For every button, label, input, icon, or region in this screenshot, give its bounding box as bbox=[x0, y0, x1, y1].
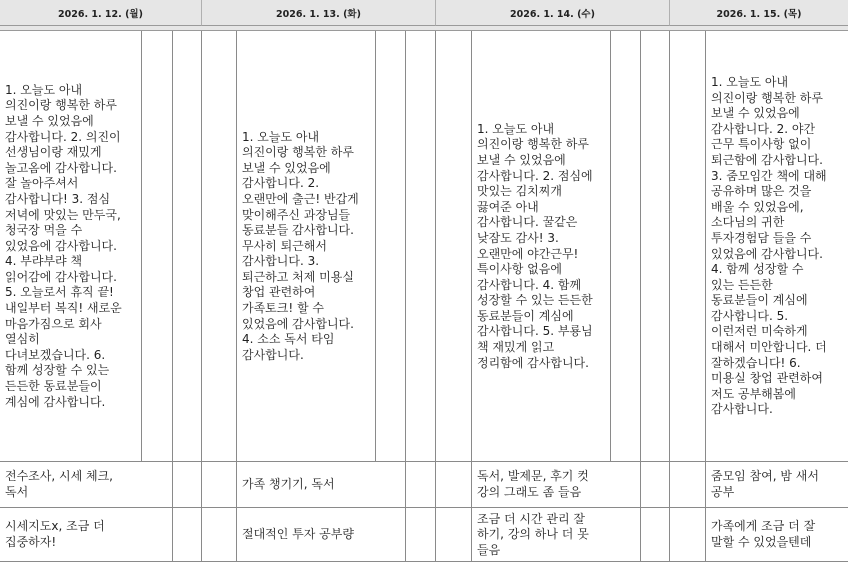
empty-cell[interactable] bbox=[142, 31, 173, 462]
activity-text-mon: 전수조사, 시세 체크, 독서 bbox=[5, 469, 113, 499]
empty-cell[interactable] bbox=[436, 508, 472, 562]
activity-text-thu: 줌모임 참여, 밤 새서 공부 bbox=[711, 469, 819, 499]
reflection-text-mon: 시세지도x, 조금 더 집중하자! bbox=[5, 519, 105, 549]
reflection-text-thu: 가족에게 조금 더 잘 말할 수 있었을텐데 bbox=[711, 519, 816, 549]
empty-cell[interactable] bbox=[641, 508, 670, 562]
empty-cell[interactable] bbox=[641, 462, 670, 508]
empty-cell[interactable] bbox=[670, 31, 706, 462]
empty-cell[interactable] bbox=[173, 508, 202, 562]
activity-text-wed: 독서, 발제문, 후기 컷 강의 그래도 좀 들음 bbox=[477, 469, 589, 499]
date-header-thu[interactable]: 2026. 1. 15. (목) bbox=[670, 0, 848, 26]
empty-cell[interactable] bbox=[202, 462, 237, 508]
empty-cell[interactable] bbox=[202, 31, 237, 462]
gratitude-text-wed: 1. 오늘도 아내 의진이랑 행복한 하루 보낼 수 있었음에 감사합니다. 2. 점심에 맛있는 김치찌개 끓여준 아내 감사합니다. 꿀같은 낮잠도 감사! 3. 오랜만에 야간근무! 특이사항 없음에 감사합니다. 4. 함께 성장할 수 있는 든든한 동료분들이 계심에 감사합니다. 5. 부룡님 책 재밌게 읽고 정리함에 감사합니다. bbox=[477, 121, 593, 370]
empty-cell[interactable] bbox=[406, 31, 436, 462]
empty-cell[interactable] bbox=[436, 31, 472, 462]
gratitude-text-thu: 1. 오늘도 아내 의진이랑 행복한 하루 보낼 수 있었음에 감사합니다. 2. 야간 근무 특이사항 없이 퇴근함에 감사합니다. 3. 줌모임간 책에 대해 공유하며 많은 것을 배울 수 있었음에, 소다님의 귀한 투자경험담 들을 수 있었음에 감사합니다. 4. 함께 성장할 수 있는 든든한 동료분들이 계심에 감사합니다. 5. 이런저런 미숙하게 대해서 미안합니다. 더 잘하겠습니다! 6. 미용실 창업 관련하여 저도 공부해봄에 감사합니다. bbox=[711, 74, 827, 417]
empty-cell[interactable] bbox=[611, 31, 641, 462]
empty-cell[interactable] bbox=[173, 462, 202, 508]
empty-cell[interactable] bbox=[641, 31, 670, 462]
empty-cell[interactable] bbox=[202, 508, 237, 562]
empty-cell[interactable] bbox=[406, 508, 436, 562]
reflection-text-tue: 절대적인 투자 공부량 bbox=[242, 527, 354, 542]
date-header-wed[interactable]: 2026. 1. 14. (수) bbox=[436, 0, 670, 26]
empty-cell[interactable] bbox=[670, 508, 706, 562]
empty-cell[interactable] bbox=[436, 462, 472, 508]
gratitude-text-mon: 1. 오늘도 아내 의진이랑 행복한 하루 보낼 수 있었음에 감사합니다. 2. 의진이 선생님이랑 재밌게 놀고옴에 감사합니다. 잘 놀아주셔서 감사합니다! 3. 점심 저녁에 맛있는 만두국, 청국장 먹을 수 있었음에 감사합니다. 4. 부랴부랴 책 읽어감에 감사합니다. 5. 오늘로서 휴직 끝! 내일부터 복직! 새로운 마음가짐으로 회사 열심히 다녀보겠습니다. 6. 함께 성장할 수 있는 든든한 동료분들이 계심에 감사합니다. bbox=[5, 82, 122, 409]
reflection-text-wed: 조금 더 시간 관리 잘 하기, 강의 하나 더 못 들음 bbox=[477, 511, 589, 557]
activity-text-tue: 가족 챙기기, 독서 bbox=[242, 477, 335, 492]
empty-cell[interactable] bbox=[173, 31, 202, 462]
gratitude-text-tue: 1. 오늘도 아내 의진이랑 행복한 하루 보낼 수 있었음에 감사합니다. 2. 오랜만에 출근! 반갑게 맞이해주신 과장님들 동료분들 감사합니다. 무사히 퇴근해서 감사합니다. 3. 퇴근하고 처제 미용실 창업 관련하여 가족토크! 할 수 있었음에 감사합니다. 4. 소소 독서 타임 감사합니다. bbox=[242, 129, 359, 362]
date-header-mon[interactable]: 2026. 1. 12. (월) bbox=[0, 0, 202, 26]
empty-cell[interactable] bbox=[376, 31, 406, 462]
date-header-tue[interactable]: 2026. 1. 13. (화) bbox=[202, 0, 436, 26]
empty-cell[interactable] bbox=[406, 462, 436, 508]
empty-cell[interactable] bbox=[670, 462, 706, 508]
